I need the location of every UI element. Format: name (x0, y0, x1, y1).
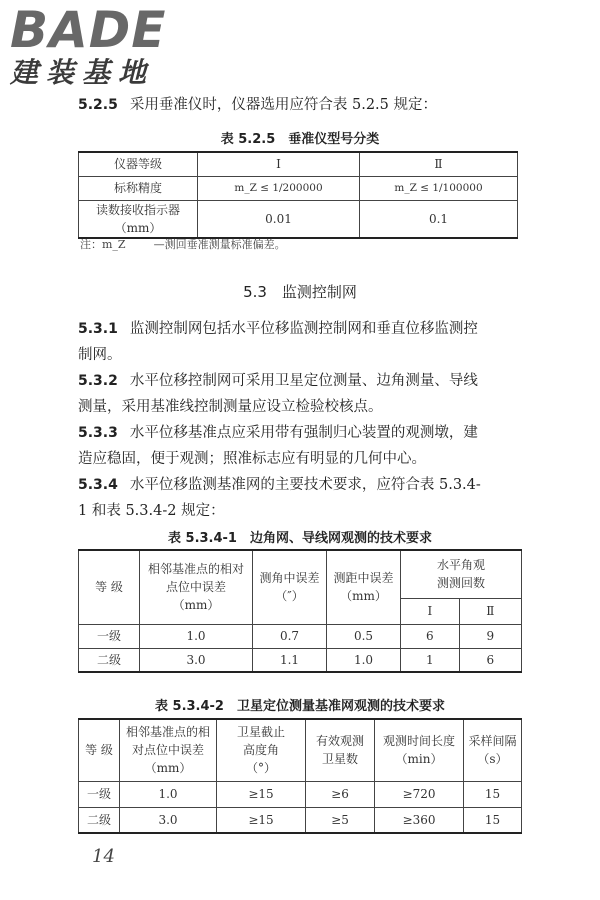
header-line: 测角中误差 (259, 571, 320, 586)
table-cell: ≥15 (217, 781, 306, 807)
table-row (79, 648, 522, 672)
logo-subtitle: 建装基地 (10, 56, 155, 89)
header-line: （mm） (172, 598, 220, 613)
table-cell: 0.1 (360, 200, 518, 238)
header-line: 相邻基准点的相 (125, 725, 210, 740)
clause-525 (78, 92, 437, 118)
table-header-row (79, 550, 522, 598)
clause-text: 水平位移控制网可采用卫星定位测量、边角测量、导线 (129, 373, 478, 389)
table-header-cell: 仪器等级 (79, 152, 198, 176)
table-header-cell: 等 级 (79, 550, 140, 624)
table-cell: 一级 (79, 624, 140, 648)
table-header-cell: 等 级 (79, 719, 120, 781)
table-header-cell (120, 719, 217, 781)
table-header-cell (375, 719, 464, 781)
header-line: （″） (275, 589, 304, 604)
clause-number: 5.2.5 (78, 97, 118, 113)
table-cell: 一级 (79, 781, 120, 807)
table-5341 (78, 549, 522, 673)
clause-534 (78, 472, 534, 524)
clause-text: 监测控制网包括水平位移监测控制网和垂直位移监测控 (129, 321, 478, 337)
table-header-cell: Ⅰ (198, 152, 360, 176)
clause-list (78, 316, 534, 524)
header-line: 对点位中误差 (131, 743, 204, 758)
logo-brand: BADE (10, 1, 167, 59)
table-row (79, 781, 522, 807)
table-cell: ≥720 (375, 781, 464, 807)
header-line: 卫星截止 (236, 725, 285, 740)
header-line: 高度角 (242, 743, 279, 758)
table-row (79, 624, 522, 648)
table-cell: 读数接收指示器（mm） (79, 200, 198, 238)
table-header-cell (253, 550, 327, 624)
table-cell: ≥15 (217, 807, 306, 833)
table-cell: 0.7 (253, 624, 327, 648)
table-cell: 1.0 (327, 648, 401, 672)
table-cell: 0.01 (198, 200, 360, 238)
clause-text-cont: 1 和表 5.3.4-2 规定： (78, 503, 225, 519)
clause-531 (78, 316, 534, 368)
section-title: 5.3 监测控制网 (243, 283, 357, 301)
table-525-caption: 表 5.2.5 垂准仪型号分类 (220, 132, 380, 147)
header-line: 观测时间长度 (382, 734, 455, 749)
table-cell: 标称精度 (79, 176, 198, 200)
header-line: 测距中误差 (333, 571, 394, 586)
clause-text-cont: 制网。 (78, 347, 122, 363)
table-5342 (78, 718, 522, 834)
table-cell: 1.0 (140, 624, 253, 648)
table-cell: m_Z ≤ 1/100000 (360, 176, 518, 200)
table-header-cell (401, 550, 522, 598)
table-header-cell: Ⅱ (459, 598, 521, 624)
table-row (79, 200, 518, 238)
clause-number: 5.3.1 (78, 321, 118, 337)
header-line: （mm） (340, 589, 387, 604)
table-cell: ≥5 (306, 807, 375, 833)
logo (10, 1, 180, 96)
table-cell: 0.5 (327, 624, 401, 648)
table-header-cell: Ⅰ (401, 598, 460, 624)
clause-text-cont: 造应稳固，便于观测；照准标志应有明显的几何中心。 (78, 451, 426, 467)
header-line: 测测回数 (436, 576, 485, 591)
table-header-cell (464, 719, 522, 781)
table-cell: 1.0 (120, 781, 217, 807)
table-cell: ≥360 (375, 807, 464, 833)
table-525 (78, 151, 518, 239)
table-cell: 1.1 (253, 648, 327, 672)
clause-number: 5.3.2 (78, 373, 118, 389)
clause-text: 水平位移基准点应采用带有强制归心装置的观测墩，建 (129, 425, 478, 441)
note-label: 注：m_Z (80, 238, 126, 251)
table-cell: 二级 (79, 648, 140, 672)
table-cell: 6 (401, 624, 460, 648)
table-cell: 二级 (79, 807, 120, 833)
table-cell: 15 (464, 781, 522, 807)
table-cell: m_Z ≤ 1/200000 (198, 176, 360, 200)
header-line: 卫星数 (321, 752, 358, 767)
table-cell: ≥6 (306, 781, 375, 807)
clause-number: 5.3.3 (78, 425, 118, 441)
header-line: （s） (477, 752, 508, 767)
header-line: 相邻基准点的相对 (147, 562, 244, 577)
table-row (79, 807, 522, 833)
note-text: —测回垂准测量标准偏差。 (153, 238, 286, 251)
clause-532 (78, 368, 534, 420)
header-line: 采样间隔 (468, 734, 517, 749)
table-cell: 1 (401, 648, 460, 672)
table-header-cell (217, 719, 306, 781)
table-cell: 3.0 (140, 648, 253, 672)
header-line: （min） (395, 752, 443, 767)
clause-text: 采用垂准仪时，仪器选用应符合表 5.2.5 规定： (129, 97, 437, 113)
table-header-cell (327, 550, 401, 624)
clause-text: 水平位移监测基准网的主要技术要求，应符合表 5.3.4- (129, 477, 481, 493)
table-cell: 3.0 (120, 807, 217, 833)
header-line: 水平角观 (436, 558, 485, 573)
page-number: 14 (92, 846, 115, 867)
table-header-cell (306, 719, 375, 781)
table-525-note (80, 236, 286, 252)
table-header-cell (140, 550, 253, 624)
header-line: 有效观测 (315, 734, 364, 749)
clause-533 (78, 420, 534, 472)
table-5341-caption: 表 5.3.4-1 边角网、导线网观测的技术要求 (168, 531, 432, 546)
table-cell: 9 (459, 624, 521, 648)
clause-number: 5.3.4 (78, 477, 118, 493)
table-5342-caption: 表 5.3.4-2 卫星定位测量基准网观测的技术要求 (155, 699, 445, 714)
header-line: 点位中误差 (165, 580, 226, 595)
table-header-row (79, 152, 518, 176)
header-line: （°） (245, 761, 276, 776)
table-header-row (79, 719, 522, 781)
table-cell: 15 (464, 807, 522, 833)
table-cell: 6 (459, 648, 521, 672)
table-header-cell: Ⅱ (360, 152, 518, 176)
clause-text-cont: 测量，采用基准线控制测量应设立检验校核点。 (78, 399, 383, 415)
header-line: （mm） (144, 761, 192, 776)
table-row (79, 176, 518, 200)
